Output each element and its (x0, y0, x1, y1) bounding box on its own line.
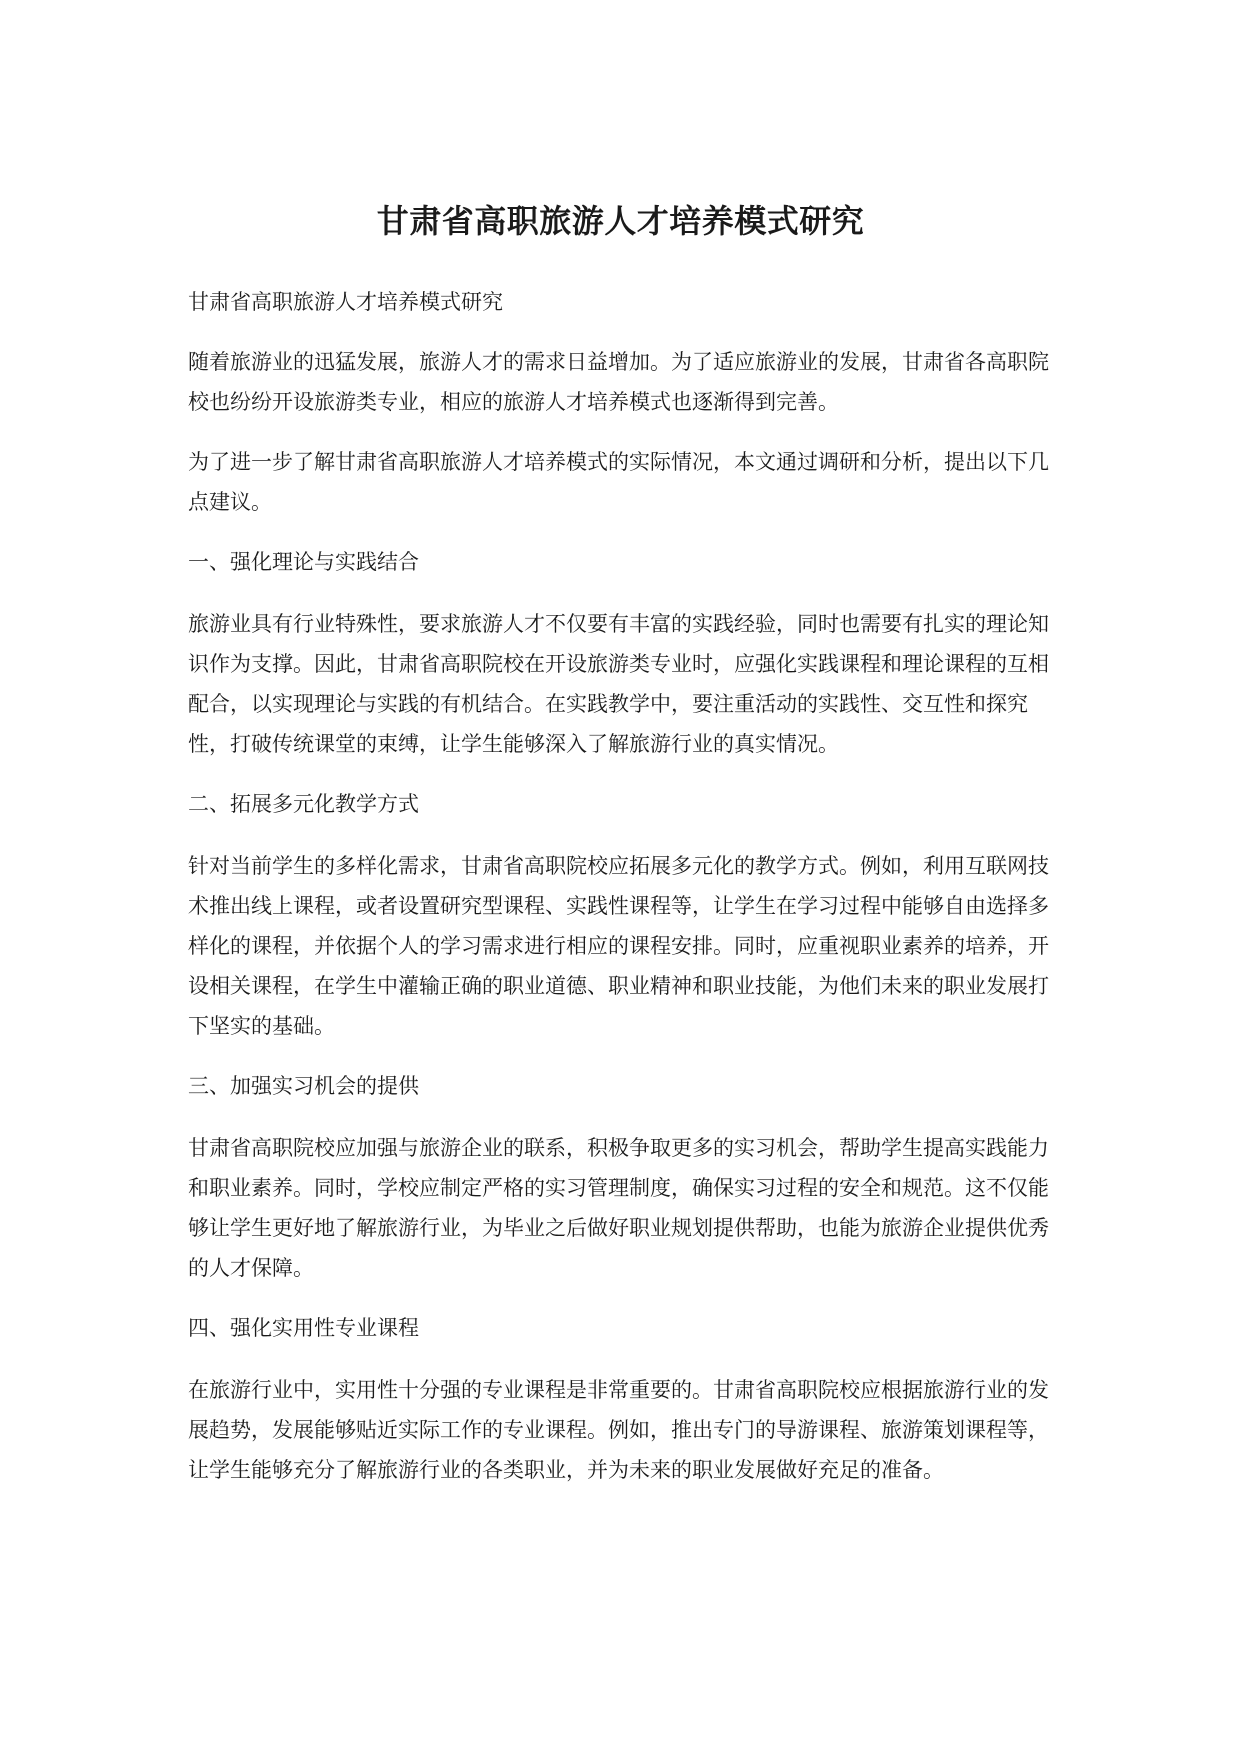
purpose-paragraph: 为了进一步了解甘肃省高职旅游人才培养模式的实际情况，本文通过调研和分析，提出以下几点建议。 (188, 450, 1049, 514)
section-body-4: 在旅游行业中，实用性十分强的专业课程是非常重要的。甘肃省高职院校应根据旅游行业的发展趋势，发展能够贴近实际工作的专业课程。例如，推出专门的导游课程、旅游策划课程等，让学生能够充分了解旅游行业的各类职业，并为未来的职业发展做好充足的准备。 (188, 1378, 1049, 1482)
subtitle-paragraph: 甘肃省高职旅游人才培养模式研究 (188, 290, 503, 314)
section-body-1: 旅游业具有行业特殊性，要求旅游人才不仅要有丰富的实践经验，同时也需要有扎实的理论知识作为支撑。因此，甘肃省高职院校在开设旅游类专业时，应强化实践课程和理论课程的互相配合，以实现理论与实践的有机结合。在实践教学中，要注重活动的实践性、交互性和探究性，打破传统课堂的束缚，让学生能够深入了解旅游行业的真实情况。 (188, 612, 1049, 756)
section-heading-3: 三、加强实习机会的提供 (188, 1074, 419, 1098)
document-body (188, 282, 1068, 1510)
section-heading-1: 一、强化理论与实践结合 (188, 550, 419, 574)
document-title: 甘肃省高职旅游人才培养模式研究 (376, 202, 865, 241)
section-body-2: 针对当前学生的多样化需求，甘肃省高职院校应拓展多元化的教学方式。例如，利用互联网技术推出线上课程，或者设置研究型课程、实践性课程等，让学生在学习过程中能够自由选择多样化的课程，并依据个人的学习需求进行相应的课程安排。同时，应重视职业素养的培养，开设相关课程，在学生中灌输正确的职业道德、职业精神和职业技能，为他们未来的职业发展打下坚实的基础。 (188, 854, 1049, 1038)
section-heading-2: 二、拓展多元化教学方式 (188, 792, 419, 816)
section-heading-4: 四、强化实用性专业课程 (188, 1316, 419, 1340)
section-body-3: 甘肃省高职院校应加强与旅游企业的联系，积极争取更多的实习机会，帮助学生提高实践能力和职业素养。同时，学校应制定严格的实习管理制度，确保实习过程的安全和规范。这不仅能够让学生更好地了解旅游行业，为毕业之后做好职业规划提供帮助，也能为旅游企业提供优秀的人才保障。 (188, 1136, 1049, 1280)
intro-paragraph: 随着旅游业的迅猛发展，旅游人才的需求日益增加。为了适应旅游业的发展，甘肃省各高职院校也纷纷开设旅游类专业，相应的旅游人才培养模式也逐渐得到完善。 (188, 350, 1049, 414)
